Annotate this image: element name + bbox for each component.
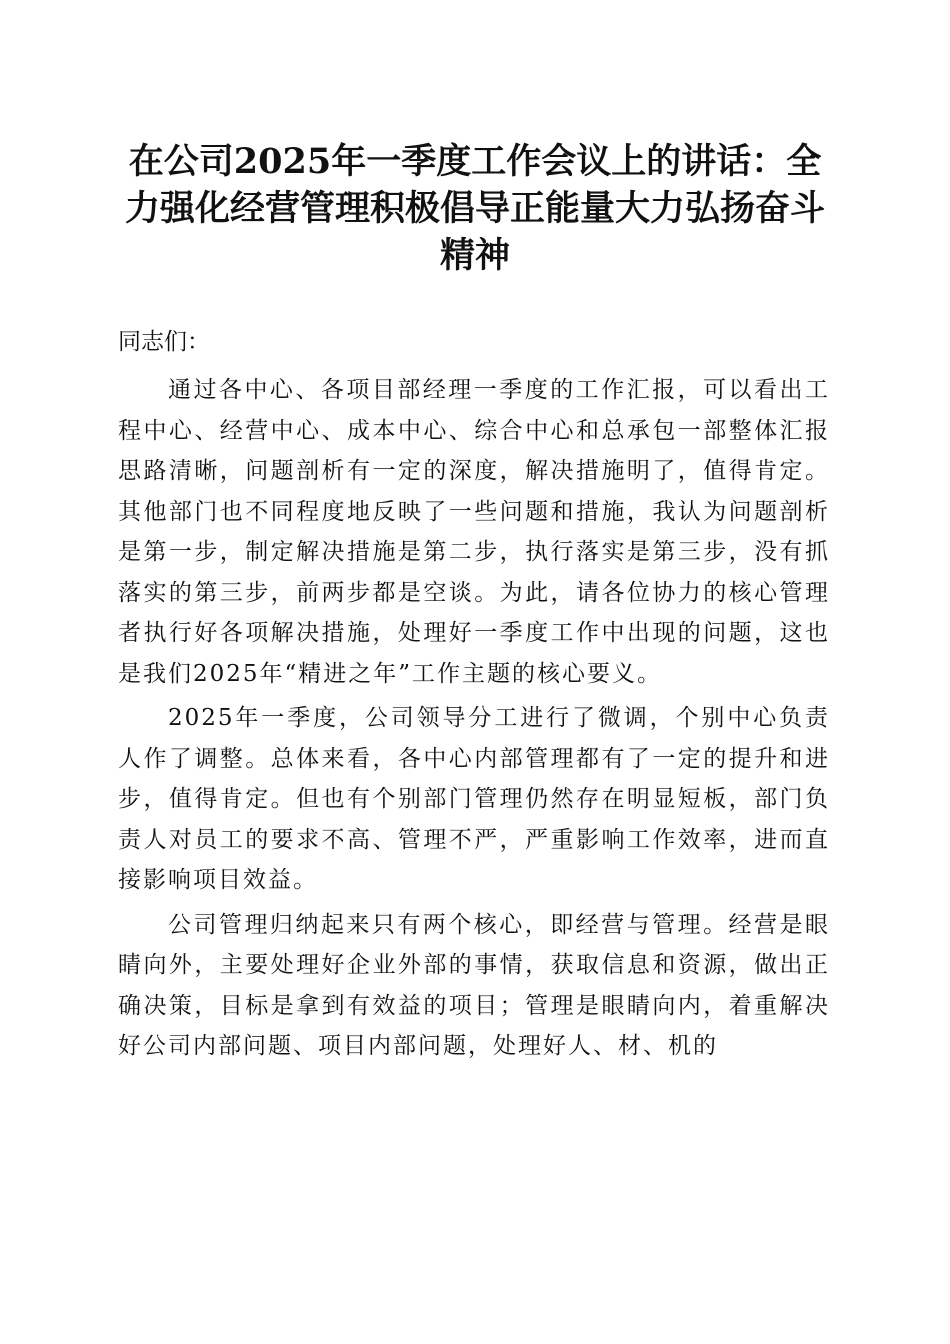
paragraph-2: 2025年一季度，公司领导分工进行了微调，个别中心负责人作了调整。总体来看，各中心内部管理都有了一定的提升和进步，值得肯定。但也有个别部门管理仍然存在明显短板，部门负责人对员工的要求不高、管理不严，严重影响工作效率，进而直接影响项目效益。 xyxy=(118,705,830,893)
salutation: 同志们： xyxy=(118,329,210,355)
document-title: 在公司2025年一季度工作会议上的讲话：全力强化经营管理积极倡导正能量大力弘扬奋斗精神 xyxy=(124,141,825,276)
paragraph-1: 通过各中心、各项目部经理一季度的工作汇报，可以看出工程中心、经营中心、成本中心、综合中心和总承包一部整体汇报思路清晰，问题剖析有一定的深度，解决措施明了，值得肯定。其他部门也不同程度地反映了一些问题和措施，我认为问题剖析是第一步，制定解决措施是第二步，执行落实是第三步，没有抓落实的第三步，前两步都是空谈。为此，请各位协力的核心管理者执行好各项解决措施，处理好一季度工作中出现的问题，这也是我们2025年“精进之年”工作主题的核心要义。 xyxy=(118,377,830,687)
document-body xyxy=(118,322,830,1067)
paragraph-3: 公司管理归纳起来只有两个核心，即经营与管理。经营是眼睛向外，主要处理好企业外部的事情，获取信息和资源，做出正确决策，目标是拿到有效益的项目；管理是眼睛向内，着重解决好公司内部问题、项目内部问题，处理好人、材、机的 xyxy=(118,911,830,1059)
